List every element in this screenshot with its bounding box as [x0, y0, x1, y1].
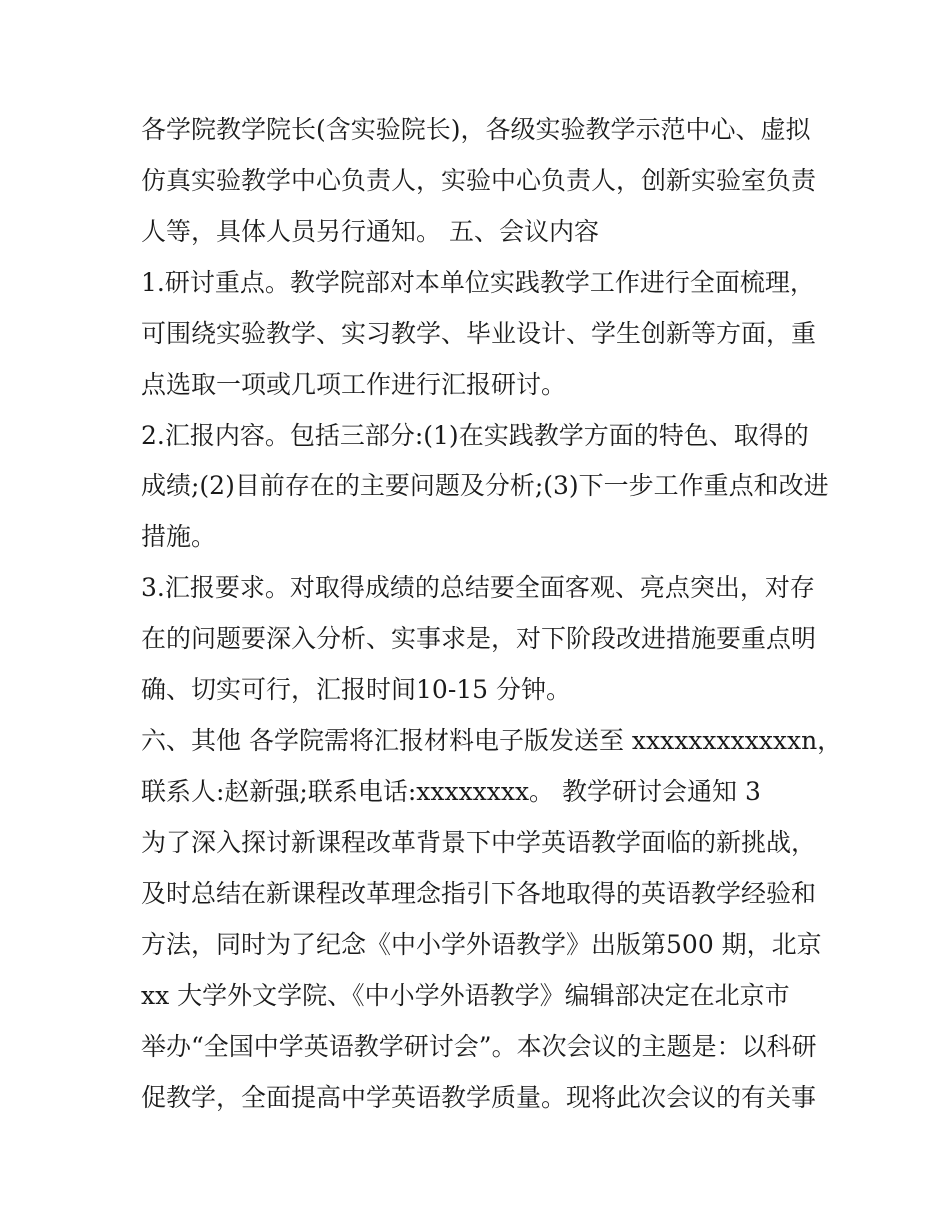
text-line-13: 六、其他 各学院需将汇报材料电子版发送至 xxxxxxxxxxxxn，: [141, 726, 843, 755]
text-line-7: 2.汇报内容。包括三部分:(1)在实践教学方面的特色、取得的: [141, 421, 809, 450]
text-line-11: 在的问题要深入分析、实事求是，对下阶段改进措施要重点明: [141, 624, 817, 653]
text-line-8: 成绩;(2)目前存在的主要问题及分析;(3)下一步工作重点和改进: [141, 471, 829, 500]
text-line-5: 可围绕实验教学、实习教学、毕业设计、学生创新等方面，重: [141, 319, 817, 348]
text-line-19: 举办“全国中学英语教学研讨会”。本次会议的主题是：以科研: [141, 1032, 817, 1061]
text-line-4: 1.研讨重点。教学院部对本单位实践教学工作进行全面梳理，: [141, 268, 815, 297]
text-line-2: 仿真实验教学中心负责人，实验中心负责人，创新实验室负责: [141, 166, 817, 195]
text-line-12: 确、切实可行，汇报时间10-15 分钟。: [141, 675, 572, 704]
text-line-17: 方法，同时为了纪念《中小学外语教学》出版第500 期，北京: [141, 930, 822, 959]
text-line-15: 为了深入探讨新课程改革背景下中学英语教学面临的新挑战，: [141, 828, 817, 857]
text-line-6: 点选取一项或几项工作进行汇报研讨。: [141, 370, 567, 399]
text-line-3: 人等，具体人员另行通知。 五、会议内容: [141, 217, 599, 246]
text-line-14: 联系人:赵新强;联系电话:xxxxxxxx。 教学研讨会通知 3: [141, 777, 761, 806]
text-line-10: 3.汇报要求。对取得成绩的总结要全面客观、亮点突出，对存: [141, 573, 815, 602]
text-line-18: xx 大学外文学院、《中小学外语教学》编辑部决定在北京市: [141, 981, 790, 1010]
text-line-20: 促教学，全面提高中学英语教学质量。现将此次会议的有关事: [141, 1083, 817, 1112]
text-line-1: 各学院教学院长(含实验院长)，各级实验教学示范中心、虚拟: [141, 115, 811, 144]
text-line-16: 及时总结在新课程改革理念指引下各地取得的英语教学经验和: [141, 879, 817, 908]
text-line-9: 措施。: [141, 522, 217, 551]
